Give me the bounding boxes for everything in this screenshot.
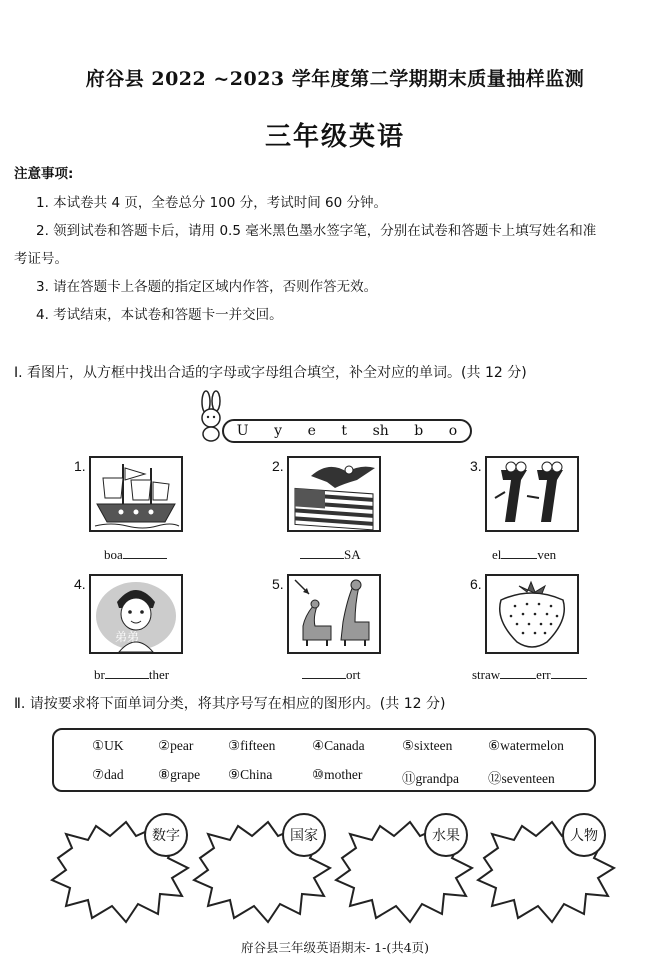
word-item: ①UK [92, 738, 124, 753]
answer-blank[interactable] [551, 666, 587, 679]
word-item: ⑥watermelon [488, 738, 564, 753]
category-label-people: 人物 [562, 813, 606, 857]
note-item-3: 3. 请在答题卡上各题的指定区域内作答，否则作答无效。 [36, 279, 378, 295]
item-4-word: br ther [94, 667, 170, 682]
word-item: ⑨China [228, 767, 273, 782]
item-6-number: 6. [470, 576, 482, 592]
letter-option: U [236, 423, 249, 439]
item-5-word: ort [302, 666, 360, 683]
strawberry-picture [485, 574, 579, 654]
category-label-numbers: 数字 [144, 813, 188, 857]
answer-blank[interactable] [501, 546, 537, 559]
category-label-countries: 国家 [282, 813, 326, 857]
ship-picture [89, 456, 183, 532]
note-item-2: 2. 领到试卷和答题卡后，请用 0.5 毫米黑色墨水签字笔，分别在试卷和答题卡上填写姓名和准 [36, 223, 597, 239]
item-3-number: 3. [470, 458, 482, 474]
section2-heading: Ⅱ. 请按要求将下面单词分类，将其序号写在相应的图形内。(共 12 分) [14, 696, 446, 712]
letter-option: y [274, 423, 283, 439]
word-item: ③fifteen [228, 738, 276, 753]
short-giraffe-picture [287, 574, 381, 654]
letter-option: t [341, 423, 348, 439]
word-item: ⑦dad [92, 767, 124, 782]
item-4-number: 4. [74, 576, 86, 592]
item-6-word: straw err [472, 666, 587, 683]
word-item: ⑩mother [312, 767, 363, 782]
notes-heading: 注意事项: [14, 166, 74, 182]
item-3-word: el ven [492, 547, 557, 562]
answer-blank[interactable] [302, 666, 346, 679]
word-item: ⑧grape [158, 767, 201, 782]
word-item: ②pear [158, 738, 194, 753]
item-5-number: 5. [272, 576, 284, 592]
answer-blank[interactable] [300, 546, 344, 559]
answer-blank[interactable] [123, 546, 167, 559]
page-footer: 府谷县三年级英语期末- 1-(共4页) [240, 940, 430, 955]
number-eleven-picture [485, 456, 579, 532]
answer-blank[interactable] [500, 666, 536, 679]
word-item: ④Canada [312, 738, 365, 753]
word-item: ⑪grandpa [402, 771, 459, 786]
word-item: ⑫seventeen [488, 771, 555, 786]
letter-option: sh [372, 423, 389, 439]
exam-title: 府谷县 2022 ~2023 学年度第二学期期末质量抽样监测 [85, 68, 585, 90]
letter-option: o [448, 423, 458, 439]
exam-subtitle: 三年级英语 [264, 122, 405, 152]
note-item-2-cont: 考证号。 [14, 251, 68, 267]
item-2-word: SA [300, 546, 361, 563]
letter-option: e [307, 423, 316, 439]
usa-flag-picture [287, 456, 381, 532]
section1-heading: Ⅰ. 看图片，从方框中找出合适的字母或字母组合填空，补全对应的单词。(共 12 分) [14, 365, 527, 381]
note-item-4: 4. 考试结束，本试卷和答题卡一并交回。 [36, 307, 283, 323]
note-item-1: 1. 本试卷共 4 页，全卷总分 100 分，考试时间 60 分钟。 [36, 195, 387, 211]
item-4-caption: 弟弟 [115, 630, 140, 644]
category-label-fruits: 水果 [424, 813, 468, 857]
word-item: ⑤sixteen [402, 738, 453, 753]
item-1-number: 1. [74, 458, 86, 474]
letter-option: b [414, 423, 424, 439]
item-1-word: boa [104, 546, 167, 563]
answer-blank[interactable] [105, 666, 149, 679]
item-2-number: 2. [272, 458, 284, 474]
letter-bank [222, 419, 472, 443]
